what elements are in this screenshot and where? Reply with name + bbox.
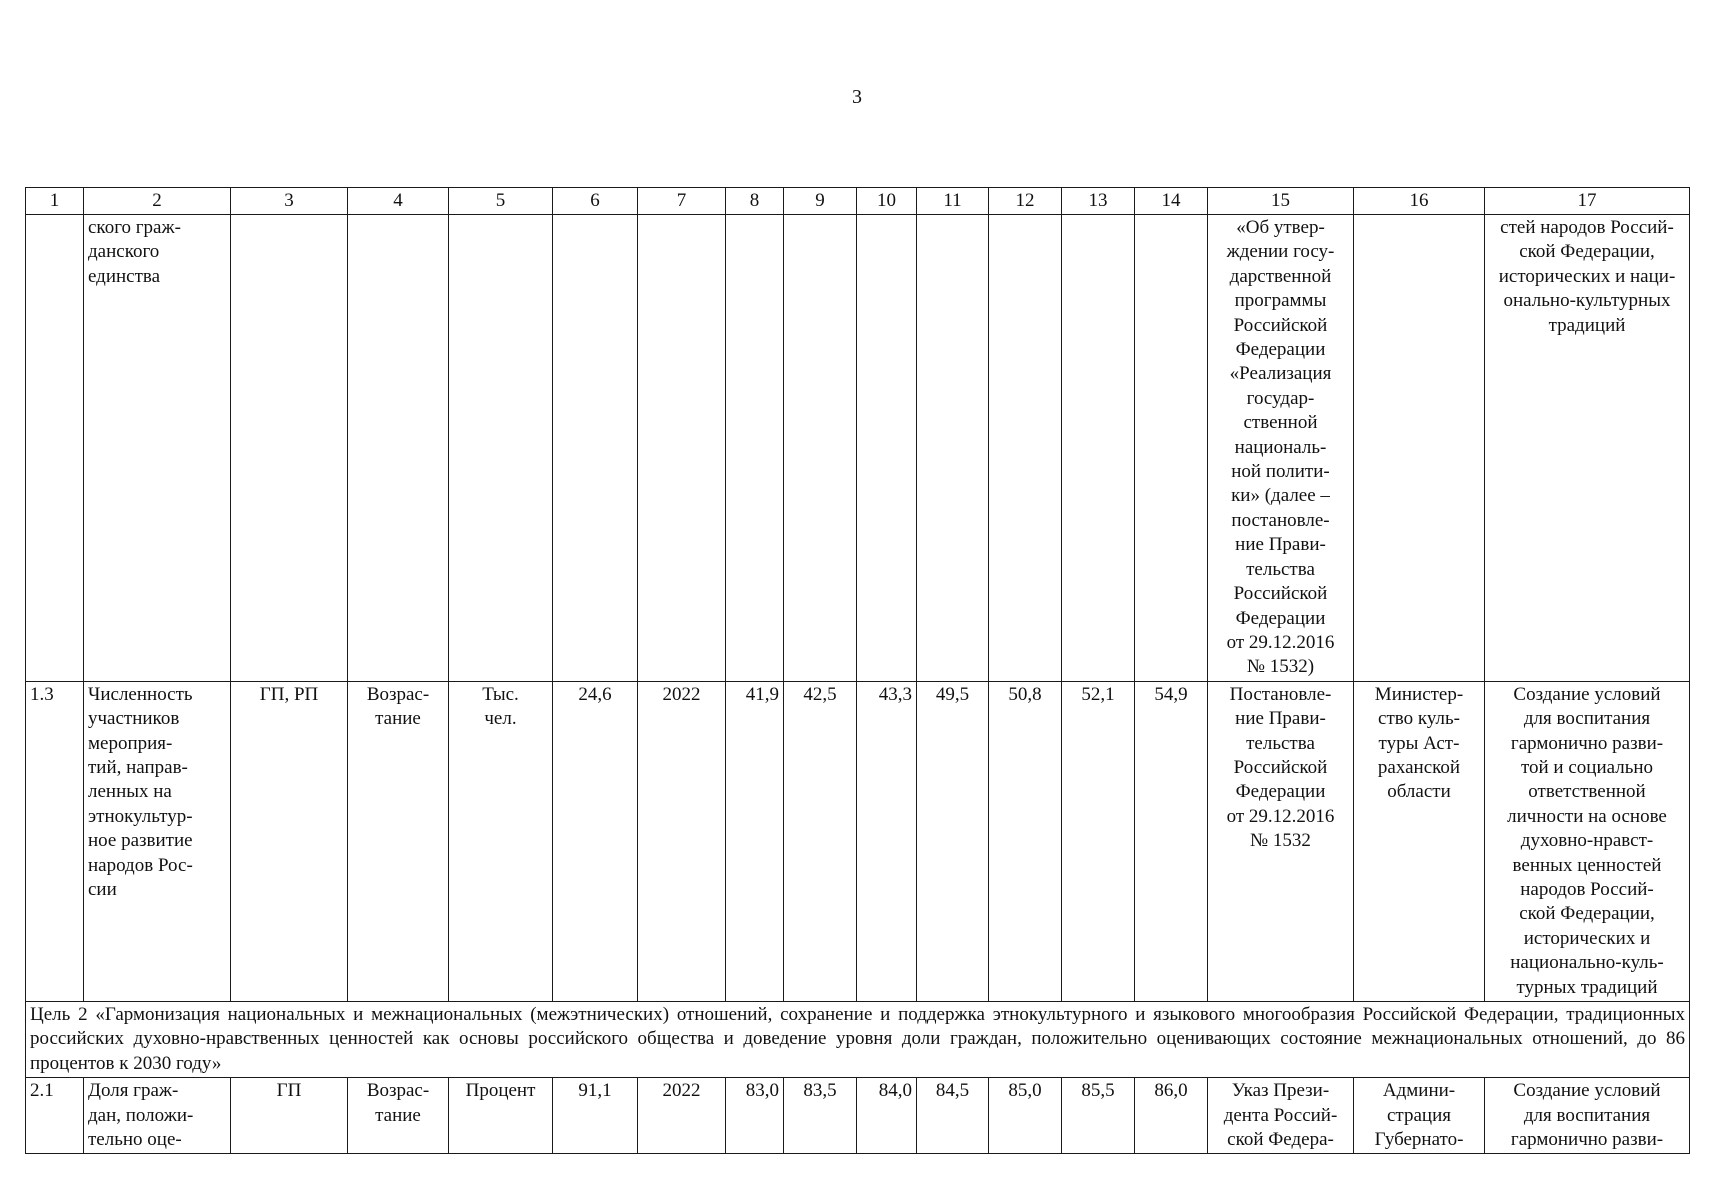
col-num-14: 14 (1135, 188, 1208, 215)
goal-2-text: Цель 2 «Гармонизация национальных и межнациональных (межэтнических) отношений, сохранение и поддержка этнокультурного и языкового многообразия Российской Федерации, традиционных российских духовно-нравственных ценностей как основы российского общества и доведение уровня доли граждан, положительно оценивающих состояние межнациональных отношений, до 86 процентов к 2030 году» (26, 1002, 1690, 1078)
cell-empty (231, 215, 348, 682)
cell-empty (784, 215, 857, 682)
responsible-cell: Админи- страция Губернато- (1354, 1078, 1485, 1154)
goal-link-cell: стей народов Россий- ской Федерации, исторических и наци- онально-культурных традиций (1485, 215, 1690, 682)
cell-empty (989, 215, 1062, 682)
base-value-cell: 91,1 (553, 1078, 638, 1154)
document-cell: Постановле- ние Прави- тельства Российской Федерации от 29.12.2016 № 1532 (1208, 681, 1354, 1001)
cell-empty (348, 215, 449, 682)
row-number-cell: 1.3 (26, 681, 84, 1001)
value-cell: 83,5 (784, 1078, 857, 1154)
col-num-11: 11 (917, 188, 989, 215)
cell-empty (26, 215, 84, 682)
document-cell: Указ Прези- дента Россий- ской Федера- (1208, 1078, 1354, 1154)
cell-empty (449, 215, 553, 682)
goal-link-cell: Создание условий для воспитания гармонично разви- (1485, 1078, 1690, 1154)
trend-cell: Возрас- тание (348, 681, 449, 1001)
level-cell: ГП (231, 1078, 348, 1154)
value-cell: 50,8 (989, 681, 1062, 1001)
col-num-4: 4 (348, 188, 449, 215)
col-num-15: 15 (1208, 188, 1354, 215)
value-cell: 85,5 (1062, 1078, 1135, 1154)
responsible-cell: Министер- ство куль- туры Аст- раханской области (1354, 681, 1485, 1001)
cell-empty (553, 215, 638, 682)
cell-empty (1135, 215, 1208, 682)
col-num-10: 10 (857, 188, 917, 215)
base-year-cell: 2022 (638, 1078, 726, 1154)
col-num-6: 6 (553, 188, 638, 215)
cell-empty (726, 215, 784, 682)
col-num-1: 1 (26, 188, 84, 215)
page-number: 3 (852, 86, 862, 108)
goal-link-cell: Создание условий для воспитания гармонично разви- той и социально ответственной личности на основе духовно-нравст- венных ценностей народов Россий- ской Федерации, исторических и национально-куль- турных традиций (1485, 681, 1690, 1001)
col-num-17: 17 (1485, 188, 1690, 215)
col-num-8: 8 (726, 188, 784, 215)
value-cell: 84,5 (917, 1078, 989, 1154)
col-num-7: 7 (638, 188, 726, 215)
trend-cell: Возрас- тание (348, 1078, 449, 1154)
cell-empty (1062, 215, 1135, 682)
col-num-2: 2 (84, 188, 231, 215)
goal-row (26, 1002, 1690, 1078)
table-row-1-3 (26, 681, 1690, 1001)
value-cell: 83,0 (726, 1078, 784, 1154)
value-cell: 52,1 (1062, 681, 1135, 1001)
value-cell: 49,5 (917, 681, 989, 1001)
cell-empty (857, 215, 917, 682)
value-cell: 41,9 (726, 681, 784, 1001)
col-num-16: 16 (1354, 188, 1485, 215)
document-cell: «Об утвер- ждении госу- дарственной программы Российской Федерации «Реализация государ- ственной националь- ной полити- ки» (далее – постановле- ние Прави- тельства Российской Федерации от 29.12.2016 № 1532) (1208, 215, 1354, 682)
col-num-12: 12 (989, 188, 1062, 215)
value-cell: 43,3 (857, 681, 917, 1001)
cell-empty (1354, 215, 1485, 682)
value-cell: 84,0 (857, 1078, 917, 1154)
col-num-9: 9 (784, 188, 857, 215)
value-cell: 85,0 (989, 1078, 1062, 1154)
value-cell: 54,9 (1135, 681, 1208, 1001)
unit-cell: Тыс. чел. (449, 681, 553, 1001)
table-row-2-1 (26, 1078, 1690, 1154)
base-value-cell: 24,6 (553, 681, 638, 1001)
indicator-name-cell: Доля граж- дан, положи- тельно оце- (84, 1078, 231, 1154)
value-cell: 42,5 (784, 681, 857, 1001)
cell-empty (638, 215, 726, 682)
unit-cell: Процент (449, 1078, 553, 1154)
row-number-cell: 2.1 (26, 1078, 84, 1154)
base-year-cell: 2022 (638, 681, 726, 1001)
cell-empty (917, 215, 989, 682)
indicators-table (25, 187, 1690, 1154)
column-number-row (26, 188, 1690, 215)
col-num-13: 13 (1062, 188, 1135, 215)
indicator-name-cell: Численность участников мероприя- тий, направ- ленных на этнокультур- ное развитие народов Рос- сии (84, 681, 231, 1001)
table-row-continuation (26, 215, 1690, 682)
indicator-name-cell: ского граж- данского единства (84, 215, 231, 682)
col-num-5: 5 (449, 188, 553, 215)
col-num-3: 3 (231, 188, 348, 215)
value-cell: 86,0 (1135, 1078, 1208, 1154)
level-cell: ГП, РП (231, 681, 348, 1001)
